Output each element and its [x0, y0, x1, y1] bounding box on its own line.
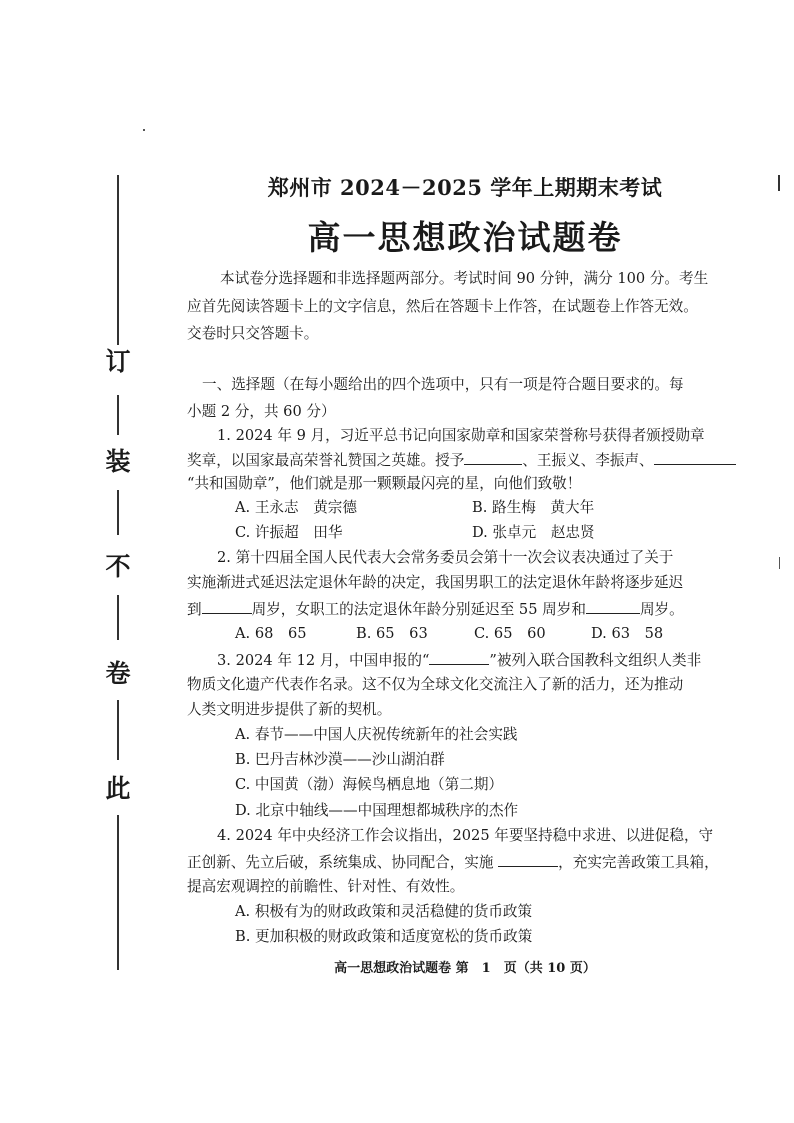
exam-title: 郑州市 2024－2025 学年上期期末考试: [267, 175, 663, 200]
question-2-text: 2. 第十四届全国人民代表大会常务委员会第十一次会议表决通过了关于: [217, 549, 674, 566]
option: D. 北京中轴线——中国理想都城秩序的杰作: [235, 802, 519, 819]
text-span: 周岁，女职工的法定退休年龄分别延迟至 55 周岁和: [251, 601, 586, 618]
binding-line-segment: [117, 700, 119, 760]
answer-blank: [202, 597, 252, 614]
text-span: 正创新、先立后破，系统集成、协同配合，实施: [187, 854, 494, 871]
text-span: 周岁。: [639, 601, 684, 618]
option: B. 65 63: [356, 625, 428, 642]
answer-blank: [429, 648, 489, 665]
question-4-text: [187, 850, 767, 875]
text-span: 3. 2024 年 12 月，中国申报的“: [217, 652, 430, 669]
subject-title: 高一思想政治试题卷: [307, 218, 623, 257]
text-span: ”被列入联合国教科文组织人类非: [489, 652, 702, 669]
binding-line-segment: [117, 490, 119, 535]
binding-char: 此: [105, 774, 131, 803]
intro-line: 交卷时只交答题卡。: [187, 325, 319, 342]
binding-line-segment: [117, 395, 119, 435]
question-3-text: 人类文明进步提供了新的契机。: [187, 701, 392, 718]
binding-line-segment: [117, 815, 119, 970]
question-3-text: 物质文化遗产代表作名录。这不仅为全球文化交流注入了新的活力，还为推动: [187, 676, 684, 693]
option: B. 更加积极的财政政策和适度宽松的货币政策: [235, 928, 533, 945]
answer-blank: [464, 448, 522, 465]
question-2-text: 实施渐进式延迟法定退休年龄的决定，我国男职工的法定退休年龄将逐步延迟: [187, 574, 684, 591]
text-span: 到: [187, 601, 202, 618]
question-1-text: “共和国勋章”，他们就是那一颗颗最闪亮的星，向他们致敬！: [187, 475, 582, 492]
option: D. 张卓元 赵忠贤: [472, 524, 595, 541]
section-heading: 小题 2 分，共 60 分）: [187, 403, 336, 420]
option: A. 春节——中国人庆祝传统新年的社会实践: [235, 726, 518, 743]
answer-blank: [498, 850, 558, 867]
binding-line-segment: [117, 595, 119, 640]
question-1-text: [187, 448, 767, 473]
answer-blank: [654, 448, 736, 465]
text-span: 、王振义、李振声、: [522, 452, 654, 469]
intro-line: 应首先阅读答题卡上的文字信息，然后在答题卡上作答，在试题卷上作答无效。: [187, 298, 698, 315]
question-3-text: [217, 648, 794, 673]
scan-dot: [143, 129, 145, 131]
page-footer: 高一思想政治试题卷 第 1 页（共 10 页）: [334, 961, 596, 976]
question-4-text: 提高宏观调控的前瞻性、针对性、有效性。: [187, 878, 465, 895]
section-heading: 一、选择题（在每小题给出的四个选项中，只有一项是符合题目要求的。每: [202, 376, 684, 393]
text-span: ，充实完善政策工具箱，: [558, 854, 719, 871]
option: B. 巴丹吉林沙漠——沙山湖泊群: [235, 751, 445, 768]
question-1-text: 1. 2024 年 9 月，习近平总书记向国家勋章和国家荣誉称号获得者颁授勋章: [217, 427, 705, 444]
binding-char: 不: [105, 552, 131, 581]
option: D. 63 58: [591, 625, 664, 642]
option: A. 积极有为的财政政策和灵活稳健的货币政策: [235, 903, 533, 920]
intro-line: 本试卷分选择题和非选择题两部分。考试时间 90 分钟，满分 100 分。考生: [220, 270, 709, 287]
binding-char: 订: [105, 347, 131, 376]
text-span: 奖章，以国家最高荣誉礼赞国之英雄。授予: [187, 452, 465, 469]
option: A. 王永志 黄宗德: [235, 499, 357, 516]
question-4-text: 4. 2024 年中央经济工作会议指出，2025 年要坚持稳中求进、以进促稳，守: [217, 827, 714, 844]
question-2-text: [187, 597, 767, 622]
binding-char: 装: [105, 447, 131, 476]
option: C. 中国黄（渤）海候鸟栖息地（第二期）: [235, 776, 504, 793]
option: B. 路生梅 黄大年: [472, 499, 595, 516]
option: C. 65 60: [474, 625, 546, 642]
answer-blank: [586, 597, 640, 614]
binding-line-segment: [117, 175, 119, 345]
option: C. 许振超 田华: [235, 524, 343, 541]
option: A. 68 65: [235, 625, 307, 642]
binding-char: 卷: [105, 659, 131, 688]
